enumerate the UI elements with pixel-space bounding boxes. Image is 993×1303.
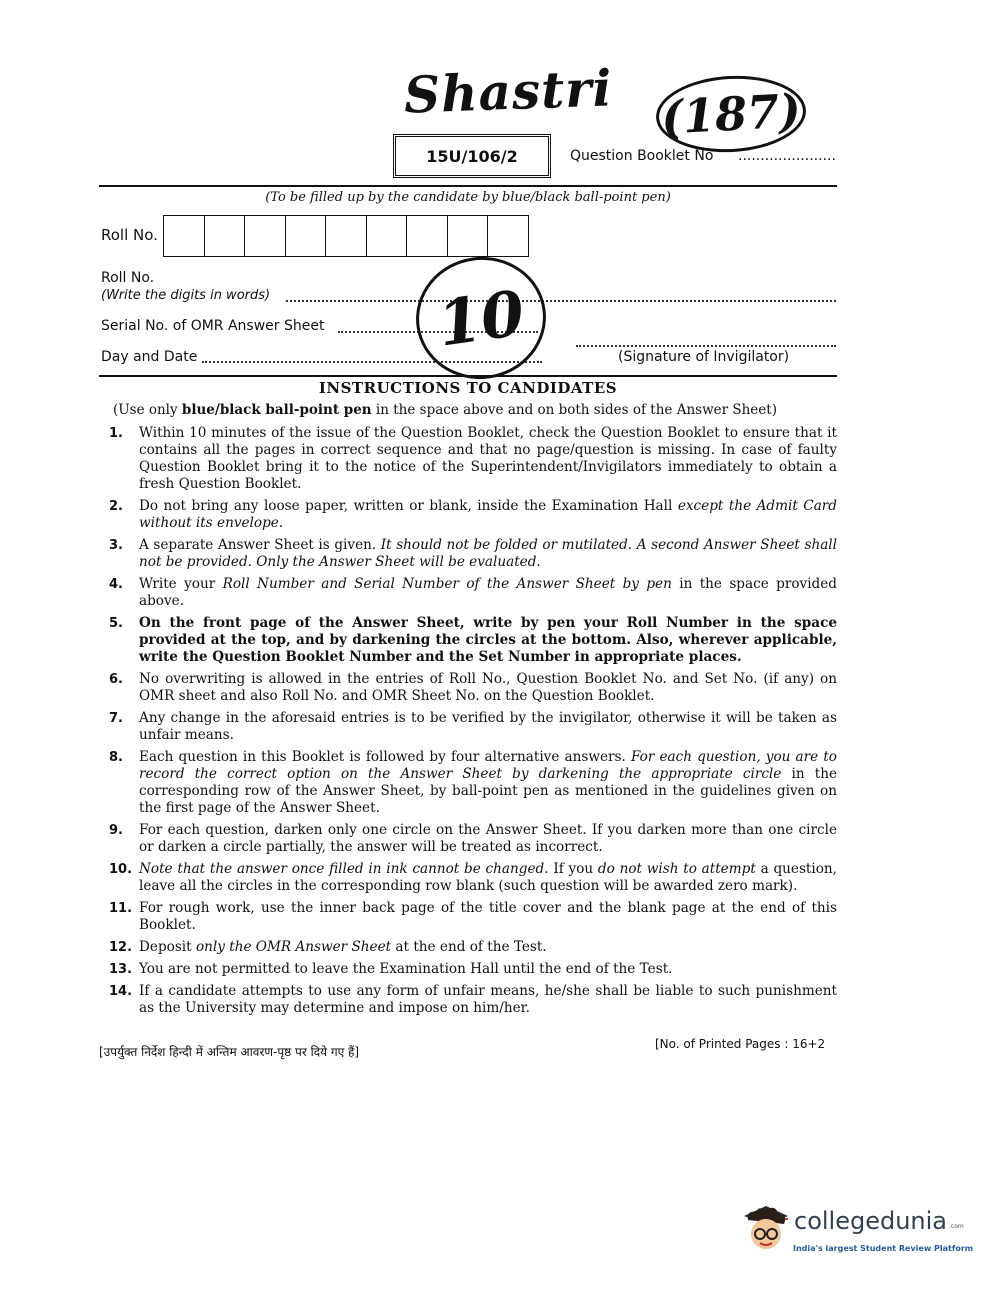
list-item: 9. For each question, darken only one circle on the Answer Sheet. If you darken more than one circle or darken a circle partially, the answer will be treated as incorrect. xyxy=(109,822,837,855)
divider-top xyxy=(99,185,837,187)
handwritten-name: Shastri xyxy=(403,58,614,125)
list-item: 6. No overwriting is allowed in the entries of Roll No., Question Booklet No. and Set No. (if any) on OMR sheet and also Roll No. and OMR Sheet No. on the Question Booklet. xyxy=(109,671,837,704)
roll-cell[interactable] xyxy=(205,216,246,256)
hindi-note: [उपर्युक्त निर्देश हिन्दी में अन्तिम आवरण-पृष्ठ पर दिये गए हैं] xyxy=(99,1045,360,1059)
instructions-subtitle: (Use only blue/black ball-point pen in the space above and on both sides of the Answer Sheet) xyxy=(113,402,777,418)
instructions-title: INSTRUCTIONS TO CANDIDATES xyxy=(318,379,618,397)
list-item: 3. A separate Answer Sheet is given. It should not be folded or mutilated. A second Answer Sheet shall not be provided. Only the Answer Sheet will be evaluated. xyxy=(109,537,837,570)
roll-words-field[interactable] xyxy=(286,300,836,302)
day-date-label: Day and Date xyxy=(101,349,198,365)
question-booklet-label: Question Booklet No xyxy=(570,148,714,164)
fill-note: (To be filled up by the candidate by blue/black ball-point pen) xyxy=(265,190,671,205)
list-item: 1. Within 10 minutes of the issue of the Question Booklet, check the Question Booklet to ensure that it contains all the pages in correct sequence and that no page/question is missing. In case of faulty Question Booklet bring it to the notice of the Superintendent/Invigilators immediately to obtain a fresh Question Booklet. xyxy=(109,425,837,492)
roll-no-grid[interactable] xyxy=(163,215,529,257)
omr-serial-label: Serial No. of OMR Answer Sheet xyxy=(101,318,325,334)
roll-words-hint: (Write the digits in words) xyxy=(101,288,271,303)
list-item: 14. If a candidate attempts to use any form of unfair means, he/she shall be liable to such punishment as the University may determine and impose on him/her. xyxy=(109,983,837,1016)
collegedunia-mascot-icon xyxy=(736,1198,796,1258)
roll-cell[interactable] xyxy=(326,216,367,256)
instructions-list xyxy=(99,425,837,1022)
roll-cell[interactable] xyxy=(286,216,327,256)
divider-mid xyxy=(99,375,837,377)
roll-cell[interactable] xyxy=(488,216,528,256)
roll-cell[interactable] xyxy=(245,216,286,256)
roll-cell[interactable] xyxy=(164,216,205,256)
list-item: 4. Write your Roll Number and Serial Number of the Answer Sheet by pen in the space provided above. xyxy=(109,576,837,609)
roll-cell[interactable] xyxy=(407,216,448,256)
list-item: 2. Do not bring any loose paper, written or blank, inside the Examination Hall except the Admit Card without its envelope. xyxy=(109,498,837,531)
roll-cell[interactable] xyxy=(367,216,408,256)
list-item: 10. Note that the answer once filled in ink cannot be changed. If you do not wish to attempt a question, leave all the circles in the corresponding row blank (such question will be awarded zero mark). xyxy=(109,861,837,894)
watermark-tagline: India's largest Student Review Platform xyxy=(793,1244,974,1253)
list-item: 13. You are not permitted to leave the Examination Hall until the end of the Test. xyxy=(109,961,673,977)
watermark-brand: collegedunia xyxy=(794,1207,948,1235)
list-item: 11. For rough work, use the inner back page of the title cover and the blank page at the end of this Booklet. xyxy=(109,900,837,933)
list-item: 12. Deposit only the OMR Answer Sheet at the end of the Test. xyxy=(109,939,547,955)
list-item: 8. Each question in this Booklet is followed by four alternative answers. For each question, you are to record the correct option on the Answer Sheet by darkening the appropriate circle in the corresponding row of the Answer Sheet, by ball-point pen as mentioned in the guidelines given on the first page of the Answer Sheet. xyxy=(109,749,837,816)
signature-label: (Signature of Invigilator) xyxy=(618,349,790,365)
roll-words-label: Roll No. xyxy=(101,270,155,286)
printed-pages: [No. of Printed Pages : 16+2 xyxy=(655,1037,826,1051)
handwritten-circled-number: (187) xyxy=(654,72,808,156)
signature-field[interactable] xyxy=(576,345,836,347)
watermark-tld: .com xyxy=(949,1223,964,1230)
list-item: 5. On the front page of the Answer Sheet, write by pen your Roll Number in the space provided at the top, and by darkening the circles at the bottom. Also, wherever applicable, write the Question Booklet Number and the Set Number in appropriate places. xyxy=(109,615,837,665)
paper-code: 15U/106/2 xyxy=(393,134,551,178)
roll-cell[interactable] xyxy=(448,216,489,256)
list-item: 7. Any change in the aforesaid entries is to be verified by the invigilator, otherwise it will be taken as unfair means. xyxy=(109,710,837,743)
roll-no-label: Roll No. xyxy=(101,226,158,244)
handwritten-serial-circle: 10 xyxy=(408,249,554,388)
question-booklet-dots: ...................... xyxy=(738,148,836,164)
